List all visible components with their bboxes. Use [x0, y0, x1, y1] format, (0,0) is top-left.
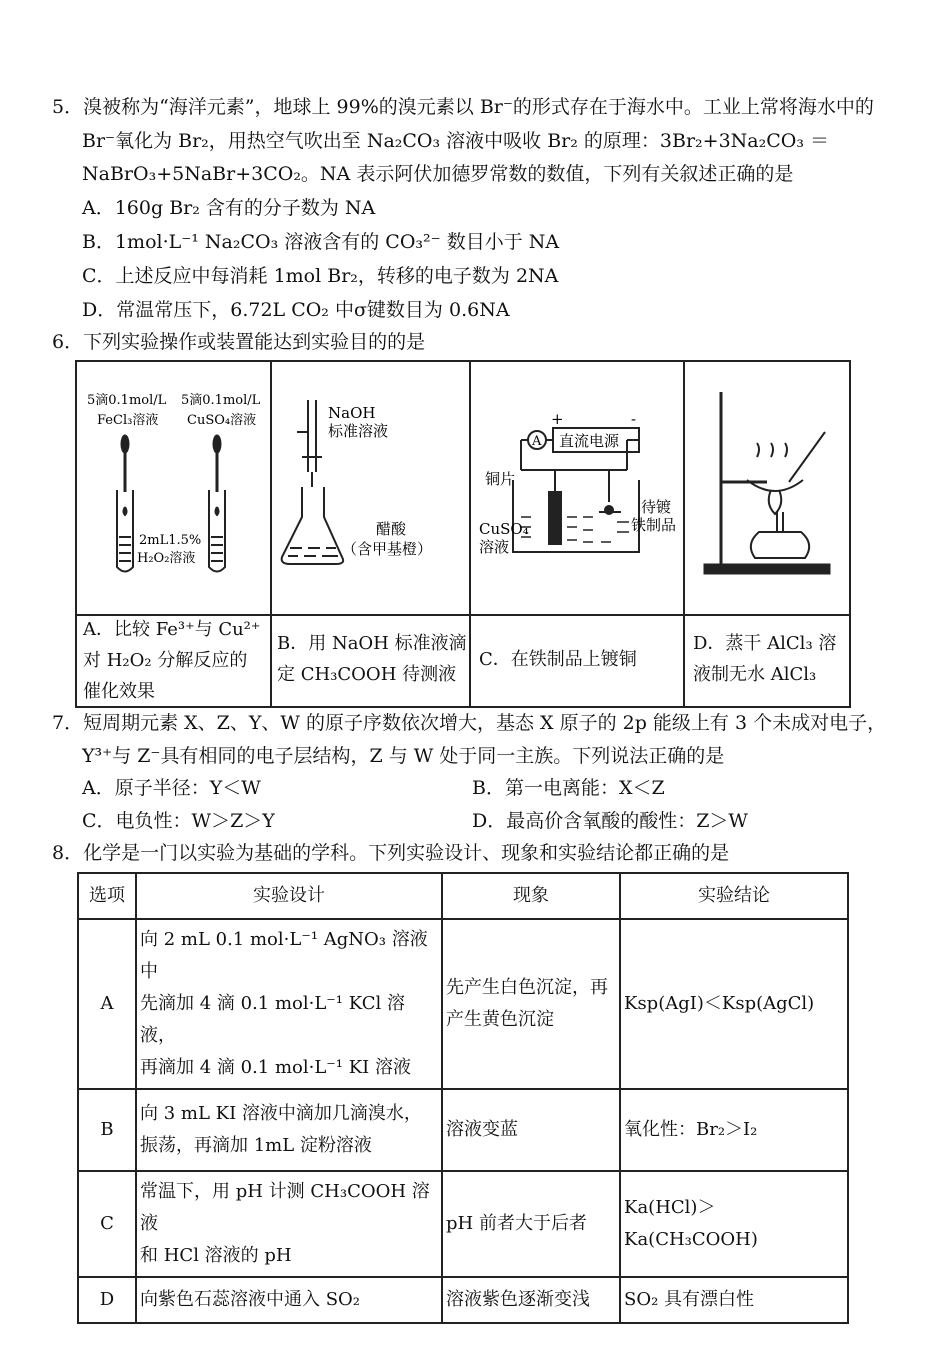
row-option: B [78, 1089, 136, 1171]
fig-c-copper: 铜片 [485, 470, 516, 488]
fig-c-power: 直流电源 [559, 432, 620, 450]
q6-figure-c [471, 362, 683, 614]
row-option: D [78, 1277, 136, 1323]
row-conclusion: Ka(HCl)＞Ka(CH₃COOH) [620, 1171, 848, 1277]
fig-a-label-fecl3: FeCl₃溶液 [97, 413, 159, 428]
table-row [78, 919, 848, 1089]
fig-a-label-h2o2-conc: 2mL1.5% [139, 533, 202, 548]
row-design: 向紫色石蕊溶液中通入 SO₂ [136, 1277, 442, 1323]
row-option: C [78, 1171, 136, 1277]
header-phenomenon: 现象 [442, 873, 620, 919]
fig-b-label-indicator: （含甲基橙） [342, 540, 433, 558]
fig-a-label-h2o2: H₂O₂溶液 [137, 551, 196, 566]
fig-b-label-standard: 标准溶液 [328, 422, 389, 440]
row-option: A [78, 919, 136, 1089]
q5-stem-line1: 5．溴被称为“海洋元素”，地球上 99%的溴元素以 Br⁻的形式存在于海水中。工业上常将海水中的 [52, 96, 874, 118]
fig-c-sol2: 溶液 [479, 538, 510, 556]
table-row [78, 1277, 848, 1323]
q6-caption-a: A．比较 Fe³⁺与 Cu²⁺ 对 H₂O₂ 分解反应的 催化效果 [83, 619, 261, 702]
q5-option-d: D．常温常压下，6.72L CO₂ 中σ键数目为 0.6NA [82, 299, 510, 321]
q5-option-c: C．上述反应中每消耗 1mol Br₂，转移的电子数为 2NA [82, 265, 559, 287]
fig-c-ammeter: A [532, 434, 542, 449]
fig-c-minus: - [631, 410, 637, 428]
row-phenomenon: pH 前者大于后者 [442, 1171, 620, 1277]
q6-figure-grid [75, 360, 851, 708]
header-design: 实验设计 [136, 873, 442, 919]
fig-b-label-naoh: NaOH [328, 404, 376, 422]
q7-option-d: D．最高价含氧酸的酸性：Z＞W [472, 810, 748, 832]
row-phenomenon: 溶液紫色逐渐变浅 [442, 1277, 620, 1323]
row-design: 向 3 mL KI 溶液中滴加几滴溴水， 振荡，再滴加 1mL 淀粉溶液 [136, 1089, 442, 1171]
q5-option-b: B．1mol·L⁻¹ Na₂CO₃ 溶液含有的 CO₃²⁻ 数目小于 NA [82, 231, 560, 253]
q5-stem-line2: Br⁻氧化为 Br₂，用热空气吹出至 Na₂CO₃ 溶液中吸收 Br₂ 的原理：3Br₂+3Na₂CO₃ ＝ [82, 130, 829, 152]
fig-c-item2: 铁制品 [631, 516, 677, 534]
q6-caption-d: D．蒸干 AlCl₃ 溶 液制无水 AlCl₃ [693, 633, 837, 685]
fig-c-item1: 待镀 [641, 498, 672, 516]
electrolytic-cell-icon [513, 480, 639, 552]
alcohol-burner-icon [751, 490, 809, 558]
q5-option-a: A．160g Br₂ 含有的分子数为 NA [82, 197, 376, 219]
fig-c-plus: + [551, 410, 564, 428]
header-conclusion: 实验结论 [620, 873, 848, 919]
q6-figure-a [77, 362, 270, 614]
burette-icon [297, 400, 322, 487]
iron-stand-icon [705, 392, 829, 573]
q6-figure-d [685, 362, 851, 614]
row-phenomenon: 溶液变蓝 [442, 1089, 620, 1171]
q7-stem-line2: Y³⁺与 Z⁻具有相同的电子层结构，Z 与 W 处于同一主族。下列说法正确的是 [82, 745, 725, 767]
row-design: 常温下，用 pH 计测 CH₃COOH 溶液 和 HCl 溶液的 pH [136, 1171, 442, 1277]
fig-c-sol1: CuSO₄ [479, 520, 529, 538]
table-row [78, 1171, 848, 1277]
row-conclusion: Ksp(AgI)＜Ksp(AgCl) [620, 919, 848, 1089]
row-conclusion: 氧化性：Br₂＞I₂ [620, 1089, 848, 1171]
q7-option-a: A．原子半径：Y＜W [82, 777, 261, 799]
fig-b-label-acetic: 醋酸 [376, 520, 407, 538]
q5-stem-line3: NaBrO₃+5NaBr+3CO₂。NA 表示阿伏加德罗常数的数值，下列有关叙述正确的是 [82, 163, 794, 185]
q6-stem: 6．下列实验操作或装置能达到实验目的的是 [52, 331, 426, 353]
fig-a-label-cuso4: CuSO₄溶液 [187, 413, 257, 428]
dropper-icon [121, 435, 221, 492]
table-header-row [78, 873, 848, 919]
q8-table [77, 872, 849, 1324]
q7-stem-line1: 7．短周期元素 X、Z、Y、W 的原子序数依次增大，基态 X 原子的 2p 能级上有 3 个未成对电子， [52, 712, 887, 734]
fig-a-label-fecl3-conc: 5滴0.1mol/L [87, 393, 167, 408]
q7-option-b: B．第一电离能：X＜Z [472, 777, 665, 799]
q6-caption-c: C．在铁制品上镀铜 [479, 649, 637, 670]
fig-a-label-cuso4-conc: 5滴0.1mol/L [181, 393, 261, 408]
q6-caption-b: B．用 NaOH 标准液滴 定 CH₃COOH 待测液 [277, 633, 467, 685]
table-row [78, 1089, 848, 1171]
header-option: 选项 [78, 873, 136, 919]
row-phenomenon: 先产生白色沉淀，再 产生黄色沉淀 [442, 919, 620, 1089]
conical-flask-icon [282, 487, 343, 564]
q8-stem: 8．化学是一门以实验为基础的学科。下列实验设计、现象和实验结论都正确的是 [52, 842, 730, 864]
row-conclusion: SO₂ 具有漂白性 [620, 1277, 848, 1323]
q7-option-c: C．电负性：W＞Z＞Y [82, 810, 275, 832]
q6-figure-b [272, 362, 469, 614]
row-design: 向 2 mL 0.1 mol·L⁻¹ AgNO₃ 溶液中 先滴加 4 滴 0.1 mol·L⁻¹ KCl 溶液， 再滴加 4 滴 0.1 mol·L⁻¹ KI 溶液 [136, 919, 442, 1089]
